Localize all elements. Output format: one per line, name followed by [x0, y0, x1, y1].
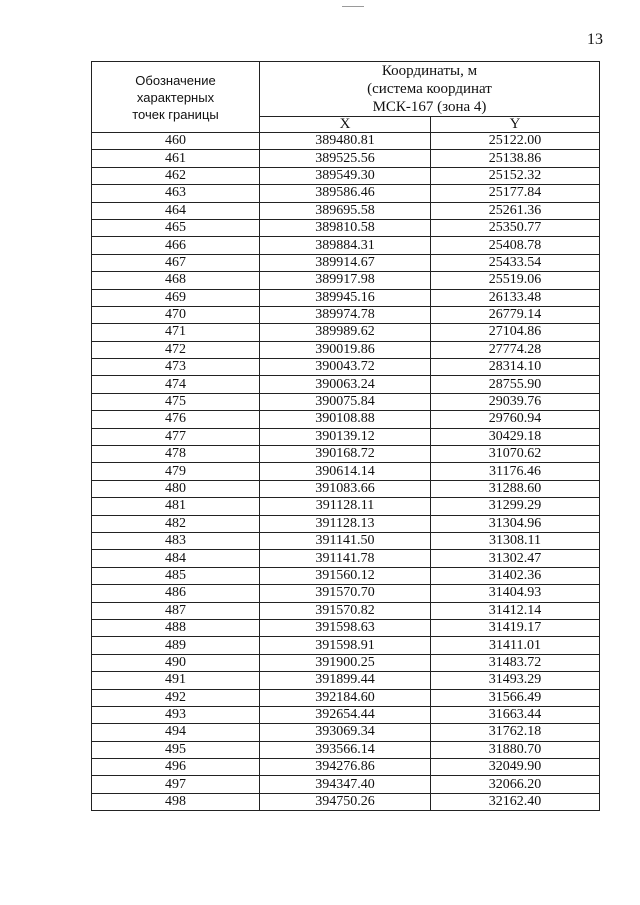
table-row	[92, 324, 600, 341]
cell-y: 31419.17	[431, 619, 600, 636]
header-coordinates-label	[367, 62, 492, 116]
table-row	[92, 567, 600, 584]
cell-point: 491	[92, 672, 260, 689]
cell-y: 25261.36	[431, 202, 600, 219]
cell-x: 389884.31	[260, 237, 431, 254]
cell-y: 32066.20	[431, 776, 600, 793]
cell-point: 482	[92, 515, 260, 532]
cell-y: 25519.06	[431, 272, 600, 289]
table-row	[92, 741, 600, 758]
cell-x: 390075.84	[260, 393, 431, 410]
cell-y: 31412.14	[431, 602, 600, 619]
table-row	[92, 706, 600, 723]
cell-x: 391570.70	[260, 585, 431, 602]
cell-y: 31176.46	[431, 463, 600, 480]
cell-x: 390614.14	[260, 463, 431, 480]
header-row-main	[92, 62, 600, 117]
cell-point: 488	[92, 619, 260, 636]
table-row	[92, 133, 600, 150]
cell-y: 31288.60	[431, 480, 600, 497]
table-row	[92, 428, 600, 445]
table-row	[92, 759, 600, 776]
cell-x: 391128.13	[260, 515, 431, 532]
cell-point: 481	[92, 498, 260, 515]
cell-x: 392184.60	[260, 689, 431, 706]
cell-point: 480	[92, 480, 260, 497]
cell-y: 31308.11	[431, 532, 600, 549]
cell-point: 470	[92, 306, 260, 323]
cell-point: 492	[92, 689, 260, 706]
cell-point: 485	[92, 567, 260, 584]
cell-x: 391900.25	[260, 654, 431, 671]
cell-x: 390019.86	[260, 341, 431, 358]
cell-point: 494	[92, 724, 260, 741]
cell-point: 478	[92, 446, 260, 463]
cell-x: 391141.50	[260, 532, 431, 549]
header-coords-line-1: Координаты, м	[381, 63, 478, 79]
cell-point: 462	[92, 167, 260, 184]
cell-x: 393566.14	[260, 741, 431, 758]
table-row	[92, 376, 600, 393]
header-x: X	[260, 117, 431, 133]
cell-point: 484	[92, 550, 260, 567]
cell-y: 31411.01	[431, 637, 600, 654]
table-row	[92, 393, 600, 410]
cell-point: 489	[92, 637, 260, 654]
table-row	[92, 550, 600, 567]
cell-y: 29760.94	[431, 411, 600, 428]
header-points	[92, 62, 260, 133]
cell-point: 474	[92, 376, 260, 393]
table-row	[92, 254, 600, 271]
table-row	[92, 341, 600, 358]
cell-point: 469	[92, 289, 260, 306]
cell-y: 32162.40	[431, 793, 600, 810]
table-row	[92, 289, 600, 306]
cell-y: 28314.10	[431, 359, 600, 376]
table-row	[92, 724, 600, 741]
cell-x: 389945.16	[260, 289, 431, 306]
cell-y: 25138.86	[431, 150, 600, 167]
cell-y: 31483.72	[431, 654, 600, 671]
table-body	[92, 133, 600, 811]
table-row	[92, 150, 600, 167]
cell-x: 391560.12	[260, 567, 431, 584]
table-row	[92, 672, 600, 689]
cell-x: 391083.66	[260, 480, 431, 497]
table-row	[92, 359, 600, 376]
cell-x: 389549.30	[260, 167, 431, 184]
cell-y: 31404.93	[431, 585, 600, 602]
cell-point: 490	[92, 654, 260, 671]
header-y: Y	[431, 117, 600, 133]
table-row	[92, 532, 600, 549]
table-row	[92, 463, 600, 480]
cell-x: 389695.58	[260, 202, 431, 219]
cell-point: 476	[92, 411, 260, 428]
cell-x: 390168.72	[260, 446, 431, 463]
cell-point: 486	[92, 585, 260, 602]
cell-y: 31304.96	[431, 515, 600, 532]
cell-x: 390139.12	[260, 428, 431, 445]
cell-y: 25177.84	[431, 185, 600, 202]
table-row	[92, 654, 600, 671]
table-row	[92, 689, 600, 706]
header-points-label	[132, 72, 219, 123]
cell-y: 25350.77	[431, 219, 600, 236]
header-points-line-1: Обозначение	[135, 72, 216, 88]
cell-y: 26779.14	[431, 306, 600, 323]
cell-y: 30429.18	[431, 428, 600, 445]
cell-y: 31070.62	[431, 446, 600, 463]
cell-x: 389525.56	[260, 150, 431, 167]
header-coords-line-2: (система координат	[367, 81, 492, 97]
cell-point: 468	[92, 272, 260, 289]
cell-x: 394276.86	[260, 759, 431, 776]
table-row	[92, 480, 600, 497]
cell-x: 389810.58	[260, 219, 431, 236]
table-row	[92, 515, 600, 532]
cell-point: 464	[92, 202, 260, 219]
cell-x: 390043.72	[260, 359, 431, 376]
table-row	[92, 167, 600, 184]
cell-y: 25408.78	[431, 237, 600, 254]
cell-x: 389974.78	[260, 306, 431, 323]
cell-point: 496	[92, 759, 260, 776]
cell-x: 389989.62	[260, 324, 431, 341]
header-coordinates	[260, 62, 600, 117]
cell-point: 479	[92, 463, 260, 480]
cell-point: 472	[92, 341, 260, 358]
cell-y: 29039.76	[431, 393, 600, 410]
top-divider-mark	[342, 6, 364, 7]
cell-point: 471	[92, 324, 260, 341]
cell-x: 391128.11	[260, 498, 431, 515]
header-points-line-2: характерных	[136, 89, 215, 105]
cell-x: 391141.78	[260, 550, 431, 567]
cell-x: 389480.81	[260, 133, 431, 150]
cell-x: 389914.67	[260, 254, 431, 271]
table-row	[92, 306, 600, 323]
cell-y: 31880.70	[431, 741, 600, 758]
coordinates-table	[91, 61, 600, 811]
cell-x: 390108.88	[260, 411, 431, 428]
cell-x: 391570.82	[260, 602, 431, 619]
cell-y: 25152.32	[431, 167, 600, 184]
cell-x: 392654.44	[260, 706, 431, 723]
cell-y: 31302.47	[431, 550, 600, 567]
cell-point: 463	[92, 185, 260, 202]
cell-point: 465	[92, 219, 260, 236]
cell-x: 393069.34	[260, 724, 431, 741]
cell-point: 460	[92, 133, 260, 150]
table-row	[92, 411, 600, 428]
cell-point: 483	[92, 532, 260, 549]
cell-point: 461	[92, 150, 260, 167]
cell-x: 390063.24	[260, 376, 431, 393]
table-row	[92, 585, 600, 602]
header-coords-line-3: МСК-167 (зона 4)	[372, 99, 487, 115]
cell-x: 391598.91	[260, 637, 431, 654]
cell-y: 28755.90	[431, 376, 600, 393]
page-number: 13	[587, 31, 603, 48]
cell-point: 498	[92, 793, 260, 810]
cell-y: 32049.90	[431, 759, 600, 776]
cell-y: 25122.00	[431, 133, 600, 150]
table-row	[92, 202, 600, 219]
cell-y: 31566.49	[431, 689, 600, 706]
table-row	[92, 602, 600, 619]
cell-y: 31493.29	[431, 672, 600, 689]
cell-x: 394750.26	[260, 793, 431, 810]
cell-point: 473	[92, 359, 260, 376]
cell-x: 394347.40	[260, 776, 431, 793]
cell-point: 493	[92, 706, 260, 723]
table-row	[92, 619, 600, 636]
table-row	[92, 272, 600, 289]
table-row	[92, 776, 600, 793]
cell-point: 495	[92, 741, 260, 758]
table-row	[92, 219, 600, 236]
cell-y: 27774.28	[431, 341, 600, 358]
cell-x: 389586.46	[260, 185, 431, 202]
cell-y: 25433.54	[431, 254, 600, 271]
table-header	[92, 62, 600, 133]
cell-y: 26133.48	[431, 289, 600, 306]
table-row	[92, 637, 600, 654]
cell-y: 27104.86	[431, 324, 600, 341]
cell-x: 391899.44	[260, 672, 431, 689]
cell-x: 391598.63	[260, 619, 431, 636]
cell-point: 487	[92, 602, 260, 619]
cell-y: 31663.44	[431, 706, 600, 723]
cell-point: 475	[92, 393, 260, 410]
cell-y: 31299.29	[431, 498, 600, 515]
table-row	[92, 793, 600, 810]
cell-point: 477	[92, 428, 260, 445]
table-row	[92, 237, 600, 254]
cell-x: 389917.98	[260, 272, 431, 289]
cell-y: 31762.18	[431, 724, 600, 741]
header-points-line-3: точек границы	[132, 106, 219, 122]
cell-point: 497	[92, 776, 260, 793]
table-row	[92, 446, 600, 463]
cell-y: 31402.36	[431, 567, 600, 584]
table-row	[92, 498, 600, 515]
cell-point: 467	[92, 254, 260, 271]
table-row	[92, 185, 600, 202]
cell-point: 466	[92, 237, 260, 254]
